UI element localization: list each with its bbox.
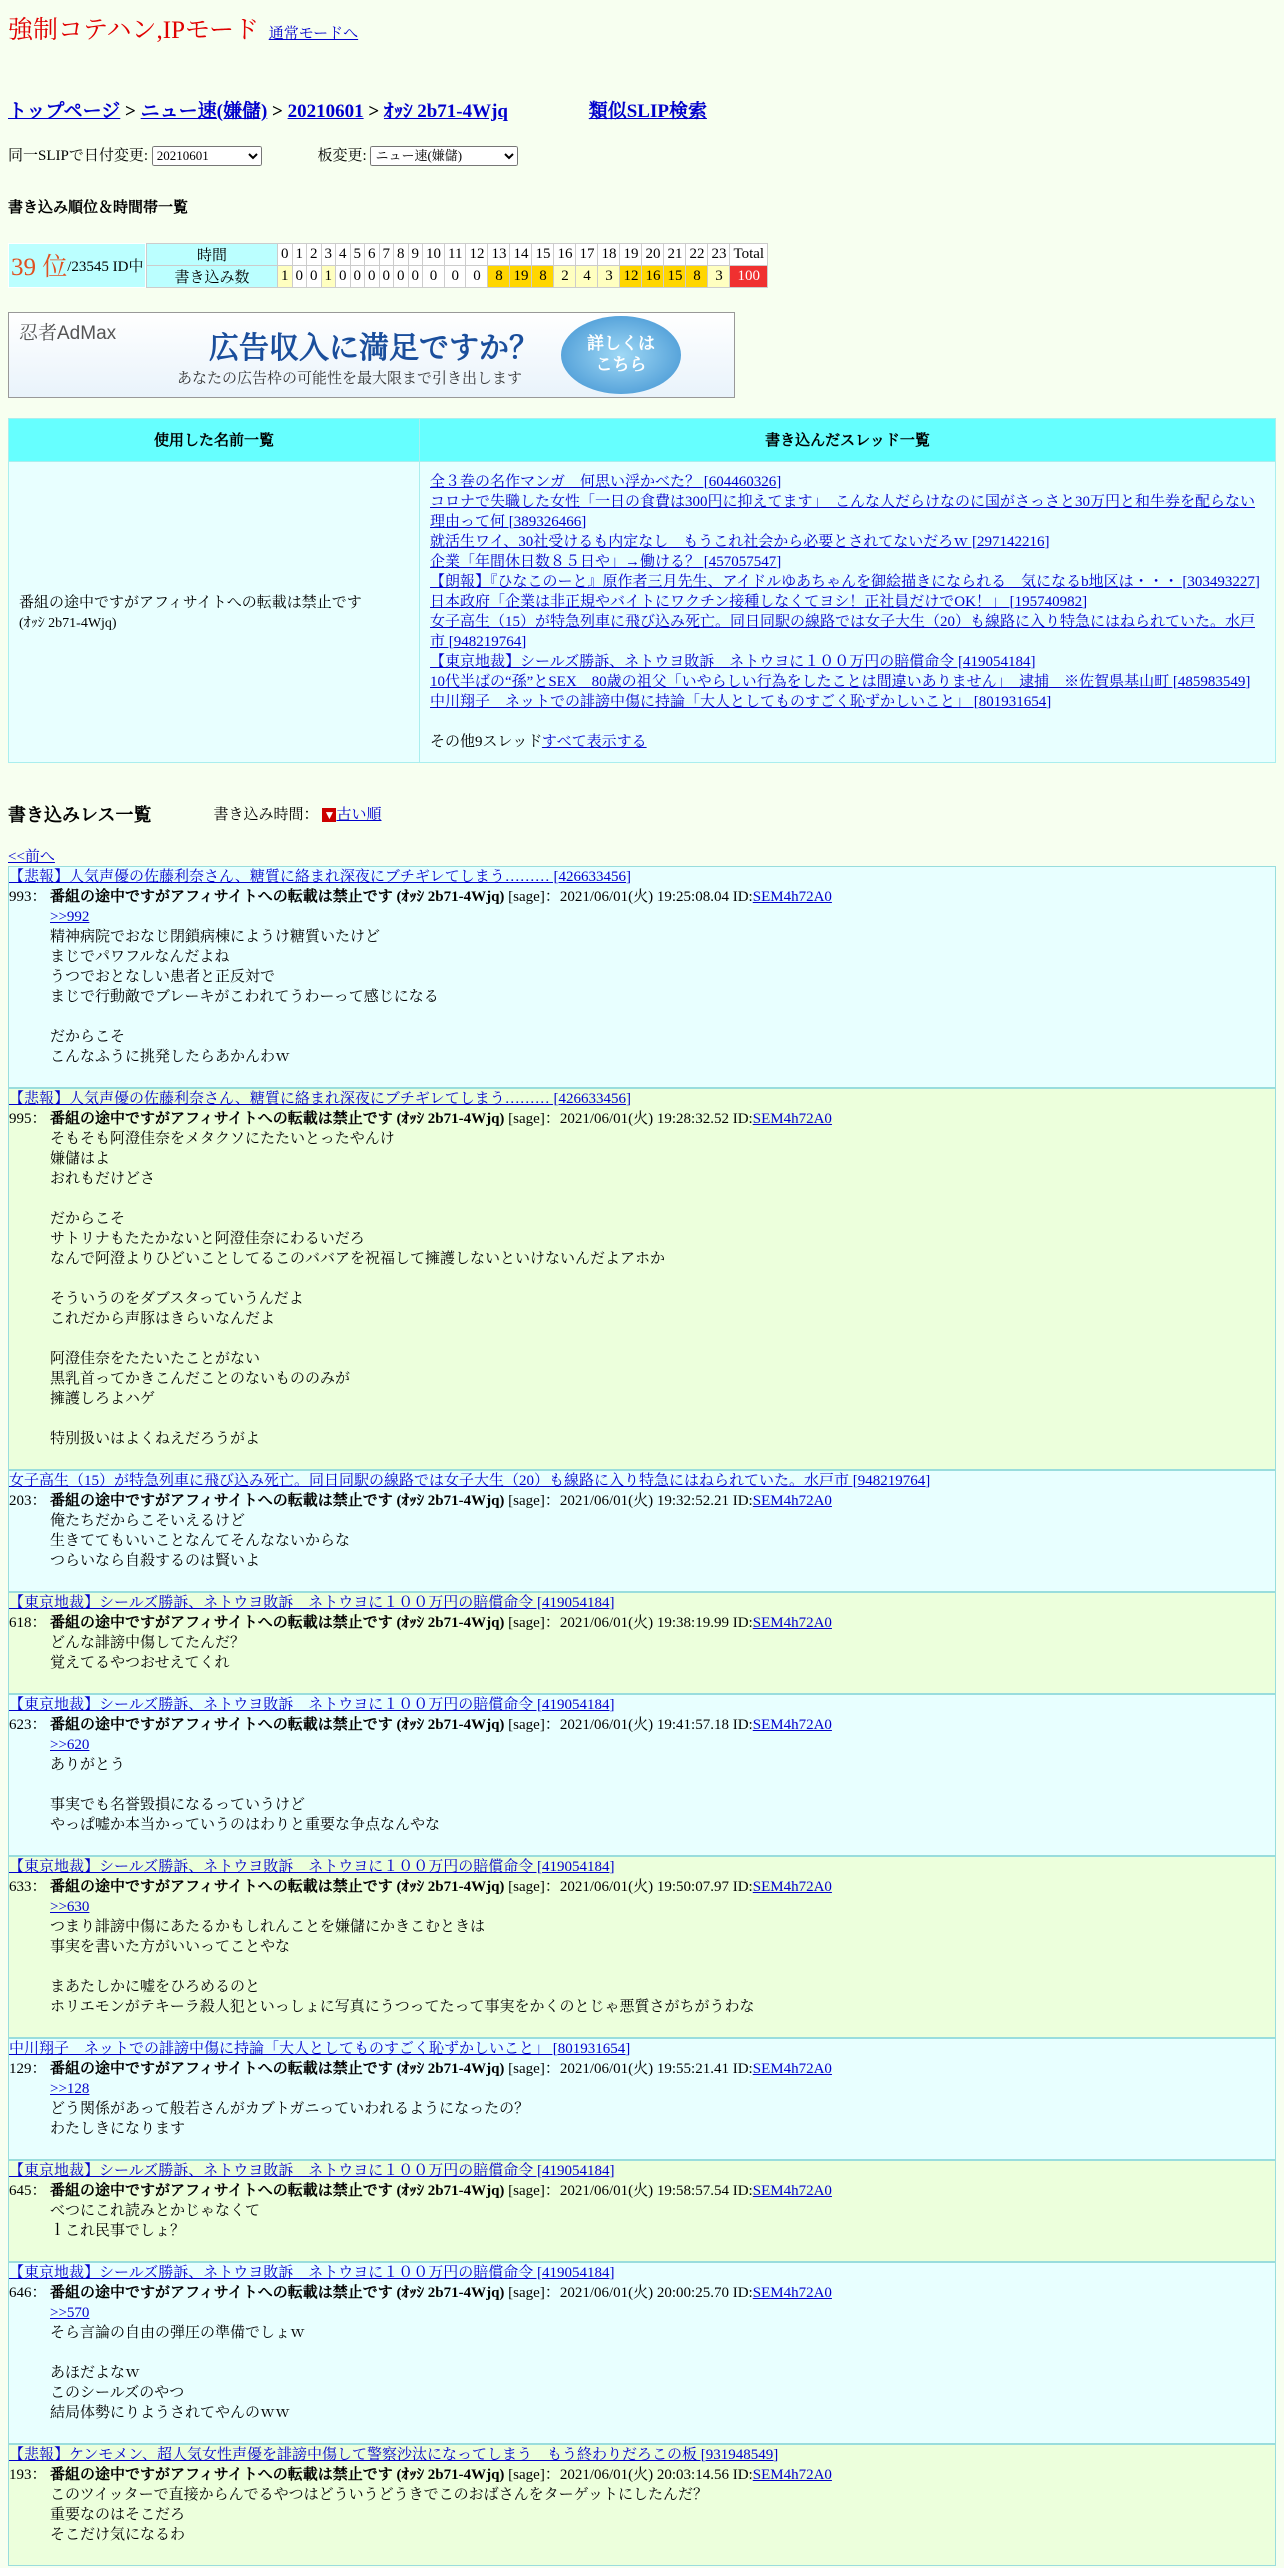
count-cell: 3 — [708, 265, 730, 287]
hour-cell: 12 — [466, 243, 488, 265]
post-author: 番組の途中ですがアフィサイトへの転載は禁止です (ｵｯｼ 2b71-4Wjq) — [50, 2060, 505, 2077]
hour-cell: 4 — [336, 243, 351, 265]
post-header — [9, 1715, 1275, 1735]
post-header — [9, 2059, 1275, 2079]
name-cell — [9, 461, 420, 762]
post-meta: [sage]：2021/06/01(火) 20:03:14.56 ID: — [504, 2466, 753, 2483]
prev-page-link[interactable]: <<前へ — [8, 848, 55, 865]
post-header — [9, 1491, 1275, 1511]
post-thread-title — [9, 2039, 1275, 2059]
posts-title: 書き込みレス一覧 — [8, 804, 152, 825]
thread-link[interactable]: 中川翔子 ネットでの誹謗中傷に持論「大人としてものすごく恥ずかしいこと」 [801931654] — [430, 693, 1052, 710]
thread-link[interactable]: 【朗報】『ひなこのーと』原作者三月先生、アイドルゆあちゃんを御絵描きになられる 気になるb地区は・・・ [303493227] — [430, 573, 1260, 590]
breadcrumb-sep: > — [120, 101, 141, 122]
post-thread-title — [9, 1089, 1275, 1109]
post-number: 633： — [9, 1878, 47, 1895]
posts-list — [8, 866, 1276, 2566]
post-meta: [sage]：2021/06/01(火) 19:55:21.41 ID: — [504, 2060, 753, 2077]
post-body — [9, 2303, 1275, 2443]
hour-cell: 3 — [321, 243, 336, 265]
names-table-row — [9, 461, 1276, 762]
hour-cell: 20 — [642, 243, 664, 265]
count-cell: 1 — [321, 265, 336, 287]
names-table-header — [9, 418, 1276, 461]
hour-cell: 11 — [445, 243, 466, 265]
post — [8, 1856, 1276, 2038]
post-id-link[interactable]: SEM4h72A0 — [752, 2466, 832, 2483]
ad-cta-button[interactable] — [561, 316, 681, 394]
post-thread-title — [9, 1471, 1275, 1491]
thread-item — [430, 592, 1265, 612]
count-cell: 0 — [292, 265, 307, 287]
thread-link[interactable]: 全３巻の名作マンガ 何思い浮かべた？ [604460326] — [430, 473, 782, 490]
post-number-value: 645 — [9, 2182, 32, 2199]
thread-link[interactable]: 就活生ワイ、30社受けるも内定なし もうこれ社会から必要とされてないだろｗ [297142216] — [430, 533, 1050, 550]
post-text: ありがとう 事実でも名誉毀損になるっていうけど やっぱ嘘か本当かっていうのはわりと重要な争点なんやな — [50, 1756, 441, 1833]
breadcrumb-id[interactable]: ｵｯｼ 2b71-4Wjq — [383, 101, 508, 122]
post-body — [9, 2201, 1275, 2261]
post-number-value: 623 — [9, 1716, 32, 1733]
posts-header — [8, 801, 1276, 827]
post-id-link[interactable]: SEM4h72A0 — [752, 1614, 832, 1631]
threads-column-header: 書き込んだスレッド一覧 — [420, 418, 1276, 461]
post-thread-title — [9, 2161, 1275, 2181]
count-cell: 0 — [365, 265, 380, 287]
date-select[interactable] — [152, 146, 262, 166]
post — [8, 2444, 1276, 2566]
post-body — [9, 2079, 1275, 2159]
post-thread-title — [9, 1593, 1275, 1613]
post-number: 623： — [9, 1716, 47, 1733]
breadcrumb-top[interactable]: トップページ — [8, 101, 121, 122]
hour-cell: 8 — [394, 243, 409, 265]
post-thread-link[interactable]: 【東京地裁】シールズ勝訴、ネトウヨ敗訴 ネトウヨに１００万円の賠償命令 [419054184] — [9, 2162, 615, 2179]
post-header — [9, 1109, 1275, 1129]
count-cell: 0 — [466, 265, 488, 287]
post-meta: [sage]：2021/06/01(火) 19:41:57.18 ID: — [504, 1716, 753, 1733]
hour-cell: 10 — [423, 243, 445, 265]
post — [8, 1592, 1276, 1694]
count-cell: 15 — [664, 265, 686, 287]
thread-item — [430, 692, 1265, 712]
hour-cell: 19 — [620, 243, 642, 265]
post-number: 645： — [9, 2182, 47, 2199]
post-text: このツイッターで直接からんでるやつはどういうどうきでこのおばさんをターゲットにしたんだ？ 重要なのはそこだろ そこだけ気になるわ — [50, 2486, 709, 2543]
post-number: 203： — [9, 1492, 47, 1509]
post-body — [9, 1735, 1275, 1855]
post-id-link[interactable]: SEM4h72A0 — [752, 1878, 832, 1895]
hour-cell: 15 — [532, 243, 554, 265]
count-cell: 2 — [554, 265, 576, 287]
post-number-value: 646 — [9, 2284, 32, 2301]
hour-cell: 21 — [664, 243, 686, 265]
post-thread-link[interactable]: 【東京地裁】シールズ勝訴、ネトウヨ敗訴 ネトウヨに１００万円の賠償命令 [419054184] — [9, 1858, 615, 1875]
post — [8, 1088, 1276, 1470]
mode-title: 強制コテハン,IPモード — [8, 17, 259, 44]
sort-down-icon[interactable]: ▼ — [323, 808, 336, 822]
count-label: 書き込み数 — [147, 265, 278, 287]
thread-item — [430, 532, 1265, 552]
hour-cell: Total — [730, 243, 768, 265]
rank-number: 39 位 — [11, 254, 68, 281]
posts-time-sort — [213, 803, 381, 824]
filter-row — [8, 144, 1276, 166]
post-body — [9, 1633, 1275, 1693]
count-cell: 8 — [686, 265, 708, 287]
thread-link[interactable]: コロナで失職した女性「一日の食費は300円に抑えてます」 こんな人だらけなのに国がさっさと30万円と和牛券を配らない理由って何 [389326466] — [430, 493, 1256, 530]
post-author: 番組の途中ですがアフィサイトへの転載は禁止です (ｵｯｼ 2b71-4Wjq) — [50, 1716, 505, 1733]
count-cell: 0 — [307, 265, 322, 287]
post-body — [9, 1511, 1275, 1591]
used-name: 番組の途中ですがアフィサイトへの転載は禁止です — [19, 595, 362, 611]
post-header — [9, 1613, 1275, 1633]
reply-anchor-link[interactable]: >>630 — [50, 1898, 90, 1915]
post-thread-title — [9, 2263, 1275, 2283]
time-label: 書き込み時間： — [213, 807, 319, 823]
thread-item — [430, 552, 1265, 572]
post-id-link[interactable]: SEM4h72A0 — [752, 2284, 832, 2301]
hour-cell: 16 — [554, 243, 576, 265]
post-meta: [sage]：2021/06/01(火) 19:38:19.99 ID: — [504, 1614, 753, 1631]
reply-anchor-link[interactable]: >>620 — [50, 1736, 90, 1753]
count-cell: 12 — [620, 265, 642, 287]
ranking-row — [8, 243, 1276, 288]
count-row — [147, 265, 768, 287]
post — [8, 866, 1276, 1088]
count-cell: 3 — [598, 265, 620, 287]
hour-cell: 14 — [510, 243, 532, 265]
post-body — [9, 2485, 1275, 2565]
post-id-link[interactable]: SEM4h72A0 — [752, 888, 832, 905]
count-cell: 0 — [408, 265, 423, 287]
post-meta: [sage]：2021/06/01(火) 19:58:57.54 ID: — [504, 2182, 753, 2199]
post-thread-link[interactable]: 女子高生（15）が特急列車に飛び込み死亡。同日同駅の線路では女子大生（20）も線路に入り特急にはねられていた。水戸市 [948219764] — [9, 1472, 931, 1489]
count-cell: 4 — [576, 265, 598, 287]
names-threads-table — [8, 418, 1276, 763]
post-number: 618： — [9, 1614, 47, 1631]
post-thread-link[interactable]: 【悲報】ケンモメン、超人気女性声優を誹謗中傷して警察沙汰になってしまう もう終わりだろこの板 [931948549] — [9, 2446, 779, 2463]
ad-subtext: あなたの広告枠の可能性を最大限まで引き出します — [177, 369, 523, 387]
count-cell: 100 — [730, 265, 768, 287]
hour-label: 時間 — [147, 243, 278, 265]
post-number-value: 618 — [9, 1614, 32, 1631]
count-cell: 16 — [642, 265, 664, 287]
post-thread-link[interactable]: 【悲報】人気声優の佐藤利奈さん、糖質に絡まれ深夜にブチギレてしまう……… [426633456] — [9, 1090, 631, 1107]
post-text: 精神病院でおなじ閉鎖病棟にようけ糖質いたけど まじでパワフルなんだよね うつでおとなしい患者と正反対で まじで行動敵でブレーキがこわれてうわーって感じになる だからこそ こんなふうに挑発したらあかんわｗ — [50, 928, 439, 1065]
rank-total-ids: /23545 ID中 — [67, 258, 144, 275]
post-header — [9, 2181, 1275, 2201]
board-change-label: 板変更: — [317, 148, 367, 164]
thread-link[interactable]: 女子高生（15）が特急列車に飛び込み死亡。同日同駅の線路では女子大生（20）も線路に入り特急にはねられていた。水戸市 [948219764] — [430, 613, 1256, 650]
count-cell: 0 — [394, 265, 409, 287]
hour-cell: 7 — [379, 243, 394, 265]
used-name-id: (ｵｯｼ 2b71-4Wjq) — [19, 616, 117, 631]
post — [8, 1470, 1276, 1592]
hour-row — [147, 243, 768, 265]
post-thread-link[interactable]: 中川翔子 ネットでの誹謗中傷に持論「大人としてものすごく恥ずかしいこと」 [801931654] — [9, 2040, 631, 2057]
post-header — [9, 2465, 1275, 2485]
breadcrumb-sep: > — [267, 101, 288, 122]
count-cell: 0 — [336, 265, 351, 287]
hour-cell: 18 — [598, 243, 620, 265]
post — [8, 1694, 1276, 1856]
names-column-header: 使用した名前一覧 — [9, 418, 420, 461]
reply-anchor-link[interactable]: >>570 — [50, 2304, 90, 2321]
thread-link[interactable]: 【東京地裁】シールズ勝訴、ネトウヨ敗訴 ネトウヨに１００万円の賠償命令 [419054184] — [430, 653, 1036, 670]
hour-cell: 1 — [292, 243, 307, 265]
count-cell: 8 — [532, 265, 554, 287]
mode-bar — [8, 0, 1276, 44]
post-header — [9, 887, 1275, 907]
post — [8, 2160, 1276, 2262]
post-text: べつにこれ読みとかじゃなくて ｌこれ民事でしょ？ — [50, 2202, 261, 2239]
post-id-link[interactable]: SEM4h72A0 — [752, 1110, 832, 1127]
other-threads-count: その他9スレッド — [430, 733, 542, 750]
thread-item — [430, 572, 1265, 592]
post-id-link[interactable]: SEM4h72A0 — [752, 1716, 832, 1733]
reply-anchor-link[interactable]: >>128 — [50, 2080, 90, 2097]
post-author: 番組の途中ですがアフィサイトへの転載は禁止です (ｵｯｼ 2b71-4Wjq) — [50, 2284, 505, 2301]
post-thread-link[interactable]: 【悲報】人気声優の佐藤利奈さん、糖質に絡まれ深夜にブチギレてしまう……… [426633456] — [9, 868, 631, 885]
post-text: 俺たちだからこそいえるけど 生きててもいいことなんてそんなないからな つらいなら自殺するのは賢いよ — [50, 1512, 351, 1569]
post-number-value: 995 — [9, 1110, 32, 1127]
post-author: 番組の途中ですがアフィサイトへの転載は禁止です (ｵｯｼ 2b71-4Wjq) — [50, 1878, 505, 1895]
rank-box — [8, 243, 146, 288]
post-number-value: 993 — [9, 888, 32, 905]
post-author: 番組の途中ですがアフィサイトへの転載は禁止です (ｵｯｼ 2b71-4Wjq) — [50, 888, 505, 905]
post-header — [9, 2283, 1275, 2303]
post-number-value: 193 — [9, 2466, 32, 2483]
post-meta: [sage]：2021/06/01(火) 19:25:08.04 ID: — [504, 888, 753, 905]
post-id-link[interactable]: SEM4h72A0 — [752, 2182, 832, 2199]
hour-cell: 5 — [350, 243, 365, 265]
thread-item — [430, 672, 1265, 692]
breadcrumb-board[interactable]: ニュー速(嫌儲) — [140, 101, 268, 122]
ad-banner[interactable] — [8, 312, 735, 398]
post-number-value: 129 — [9, 2060, 32, 2077]
count-cell: 0 — [445, 265, 466, 287]
post-thread-link[interactable]: 【東京地裁】シールズ勝訴、ネトウヨ敗訴 ネトウヨに１００万円の賠償命令 [419054184] — [9, 1696, 615, 1713]
date-change-label: 同一SLIPで日付変更: — [8, 148, 149, 164]
hour-cell: 13 — [488, 243, 510, 265]
count-cell: 19 — [510, 265, 532, 287]
post-id-link[interactable]: SEM4h72A0 — [752, 1492, 832, 1509]
post-meta: [sage]：2021/06/01(火) 20:00:25.70 ID: — [504, 2284, 753, 2301]
breadcrumb — [8, 96, 1276, 123]
post-text: そもそも阿澄佳奈をメタクソにたたいとったやんけ 嫌儲はよ おれもだけどさ だからこそ サトリナもたたかないと阿澄佳奈にわるいだろ なんで阿澄よりひどいことしてるこのババアを祝福して擁護しないといけないんだよアホか そういうのをダブスタっていうんだよ これだから声豚はきらいなんだよ 阿澄佳奈をたたいたことがない 黒乳首ってかきこんだことのないもののみが 擁護しろよハゲ 特別扱いはよくねえだろうがよ — [50, 1130, 666, 1447]
other-threads — [430, 732, 1265, 752]
normal-mode-link[interactable]: 通常モードへ — [268, 26, 359, 42]
count-cell: 0 — [423, 265, 445, 287]
ad-brand-logo: 忍者AdMax — [19, 322, 117, 344]
oldest-order-link[interactable]: 古い順 — [336, 807, 382, 823]
breadcrumb-date[interactable]: 20210601 — [287, 101, 364, 122]
similar-slip-link[interactable]: 類似SLIP検索 — [588, 101, 707, 122]
ad-headline: 広告収入に満足ですか？ — [209, 331, 539, 365]
hour-table — [146, 243, 768, 288]
post-author: 番組の途中ですがアフィサイトへの転載は禁止です (ｵｯｼ 2b71-4Wjq) — [50, 1110, 505, 1127]
post-author: 番組の途中ですがアフィサイトへの転載は禁止です (ｵｯｼ 2b71-4Wjq) — [50, 1492, 505, 1509]
thread-link[interactable]: 日本政府「企業は非正規やバイトにワクチン接種しなくてヨシ！正社員だけでOK！」 [195740982] — [430, 593, 1088, 610]
post-number: 646： — [9, 2284, 47, 2301]
ad-cta-label: 詳しくは こちら — [587, 334, 655, 374]
count-cell: 1 — [278, 265, 293, 287]
post-text: つまり誹謗中傷にあたるかもしれんことを嫌儲にかきこむときは 事実を書いた方がいいってことやな まあたしかに嘘をひろめるのと ホリエモンがテキーラ殺人犯といっしょに写真にうつってたって事実をかくのとじゃ悪質さがちがうわな — [50, 1918, 755, 2015]
count-cell: 0 — [350, 265, 365, 287]
hour-cell: 17 — [576, 243, 598, 265]
thread-item — [430, 472, 1265, 492]
post-thread-title — [9, 1857, 1275, 1877]
breadcrumb-sep: > — [363, 101, 384, 122]
post-number-value: 203 — [9, 1492, 32, 1509]
pagination — [8, 845, 1276, 866]
post-author: 番組の途中ですがアフィサイトへの転載は禁止です (ｵｯｼ 2b71-4Wjq) — [50, 1614, 505, 1631]
reply-anchor-link[interactable]: >>992 — [50, 908, 90, 925]
ranking-heading: 書き込み順位＆時間帯一覧 — [8, 199, 189, 216]
post-author: 番組の途中ですがアフィサイトへの転載は禁止です (ｵｯｼ 2b71-4Wjq) — [50, 2466, 505, 2483]
post-id-link[interactable]: SEM4h72A0 — [752, 2060, 832, 2077]
post-thread-title — [9, 1695, 1275, 1715]
post-thread-title — [9, 2445, 1275, 2465]
count-cell: 0 — [379, 265, 394, 287]
count-cell: 8 — [488, 265, 510, 287]
post-text: そら言論の自由の弾圧の準備でしょｗ あほだよなｗ このシールズのやつ 結局体勢にりようされてやんのｗｗ — [50, 2324, 306, 2421]
hour-cell: 2 — [307, 243, 322, 265]
thread-cell — [420, 461, 1276, 762]
board-select[interactable] — [370, 146, 518, 166]
post-meta: [sage]：2021/06/01(火) 19:32:52.21 ID: — [504, 1492, 753, 1509]
show-all-link[interactable]: すべて表示する — [541, 733, 647, 750]
post-meta: [sage]：2021/06/01(火) 19:28:32.52 ID: — [504, 1110, 753, 1127]
post-body — [9, 1897, 1275, 2037]
hour-cell: 23 — [708, 243, 730, 265]
post-number: 995： — [9, 1110, 47, 1127]
thread-item — [430, 492, 1265, 532]
post-number-value: 633 — [9, 1878, 32, 1895]
thread-list — [430, 472, 1265, 712]
post-text: どう関係があって般若さんがカブトガニっていわれるようになったの？ わたしきになります — [50, 2100, 530, 2137]
thread-link[interactable]: 10代半ばの“孫”とSEX 80歳の祖父「いやらしい行為をしたことは間違いありません」 逮捕 ※佐賀県基山町 [485983549] — [430, 673, 1251, 690]
thread-item — [430, 652, 1265, 672]
thread-item — [430, 612, 1265, 652]
post-body — [9, 907, 1275, 1087]
hour-cell: 0 — [278, 243, 293, 265]
post-text: どんな誹謗中傷してたんだ？ 覚えてるやつおせえてくれ — [50, 1634, 246, 1671]
hour-cell: 22 — [686, 243, 708, 265]
post-thread-link[interactable]: 【東京地裁】シールズ勝訴、ネトウヨ敗訴 ネトウヨに１００万円の賠償命令 [419054184] — [9, 1594, 615, 1611]
post-thread-title — [9, 867, 1275, 887]
post-author: 番組の途中ですがアフィサイトへの転載は禁止です (ｵｯｼ 2b71-4Wjq) — [50, 2182, 505, 2199]
hour-cell: 9 — [408, 243, 423, 265]
post-meta: [sage]：2021/06/01(火) 19:50:07.97 ID: — [504, 1878, 753, 1895]
post-number: 129： — [9, 2060, 47, 2077]
thread-link[interactable]: 企業「年間休日数８５日や」→働ける？ [457057547] — [430, 553, 782, 570]
post-thread-link[interactable]: 【東京地裁】シールズ勝訴、ネトウヨ敗訴 ネトウヨに１００万円の賠償命令 [419054184] — [9, 2264, 615, 2281]
post — [8, 2262, 1276, 2444]
post-number: 993： — [9, 888, 47, 905]
post-body — [9, 1129, 1275, 1469]
post — [8, 2038, 1276, 2160]
post-header — [9, 1877, 1275, 1897]
post-number: 193： — [9, 2466, 47, 2483]
hour-cell: 6 — [365, 243, 380, 265]
